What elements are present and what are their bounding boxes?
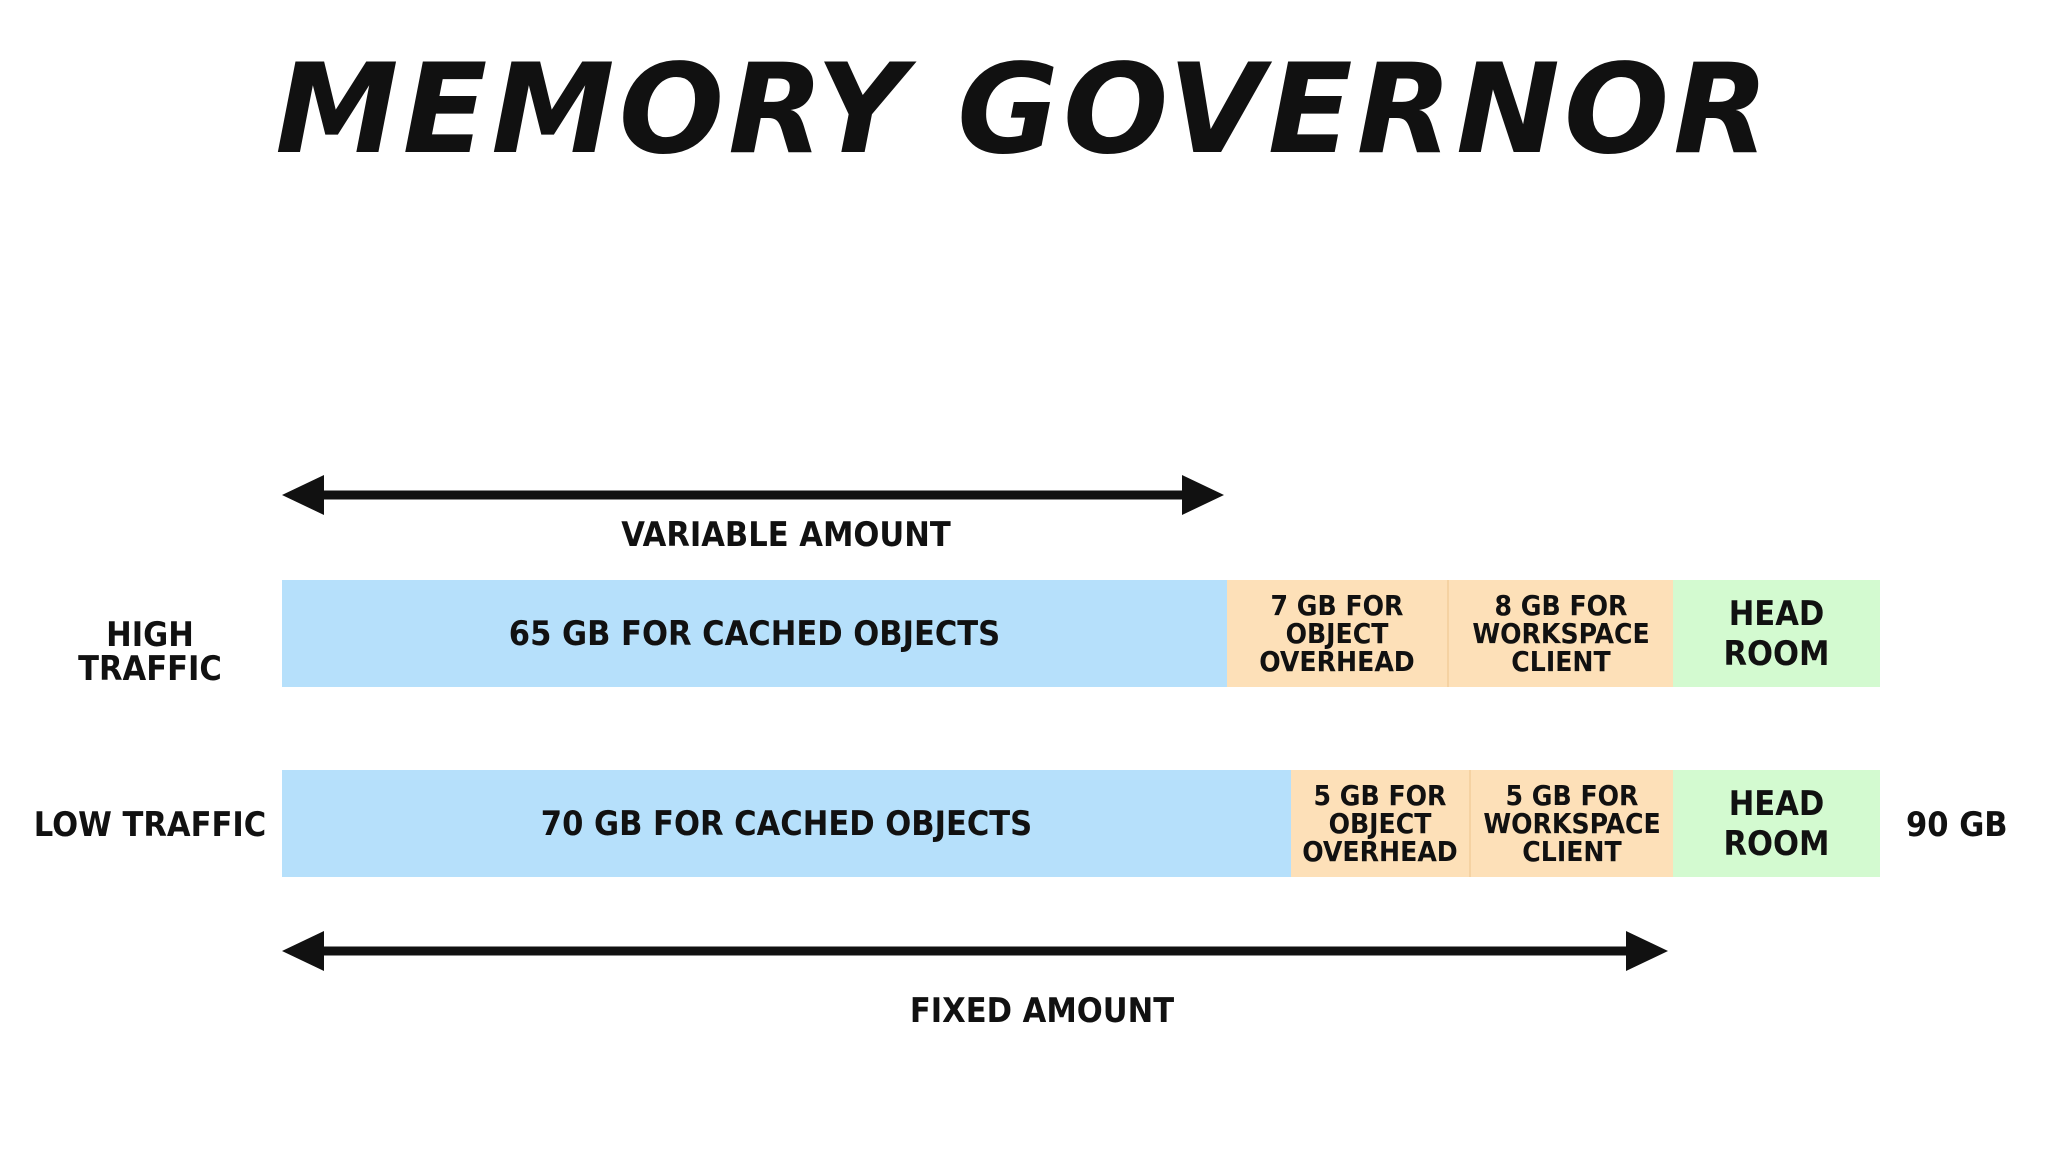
low-cached-objects-segment: 70 GB FOR CACHED OBJECTS [282,770,1291,877]
fixed-amount-arrow [282,929,1668,973]
fixed-amount-label: FIXED AMOUNT [909,991,1175,1031]
low-object-overhead-segment: 5 GB FOR OBJECT OVERHEAD [1291,770,1471,877]
high-traffic-bar [282,580,1880,687]
high-cached-objects-segment: 65 GB FOR CACHED OBJECTS [282,580,1227,687]
low-head-room-segment: HEAD ROOM [1673,770,1880,877]
high-workspace-client-segment: 8 GB FOR WORKSPACE CLIENT [1449,580,1673,687]
variable-amount-label: VARIABLE AMOUNT [621,515,951,555]
high-head-room-segment: HEAD ROOM [1673,580,1880,687]
variable-amount-arrow [282,473,1224,517]
high-object-overhead-segment: 7 GB FOR OBJECT OVERHEAD [1227,580,1449,687]
low-traffic-bar [282,770,1880,877]
low-workspace-client-segment: 5 GB FOR WORKSPACE CLIENT [1471,770,1673,877]
row-label-low-traffic: LOW TRAFFIC [33,805,267,845]
row-label-high-traffic: HIGH TRAFFIC [78,615,222,689]
total-memory-label: 90 GB [1906,805,2008,845]
page-title: MEMORY GOVERNOR [275,38,1773,182]
